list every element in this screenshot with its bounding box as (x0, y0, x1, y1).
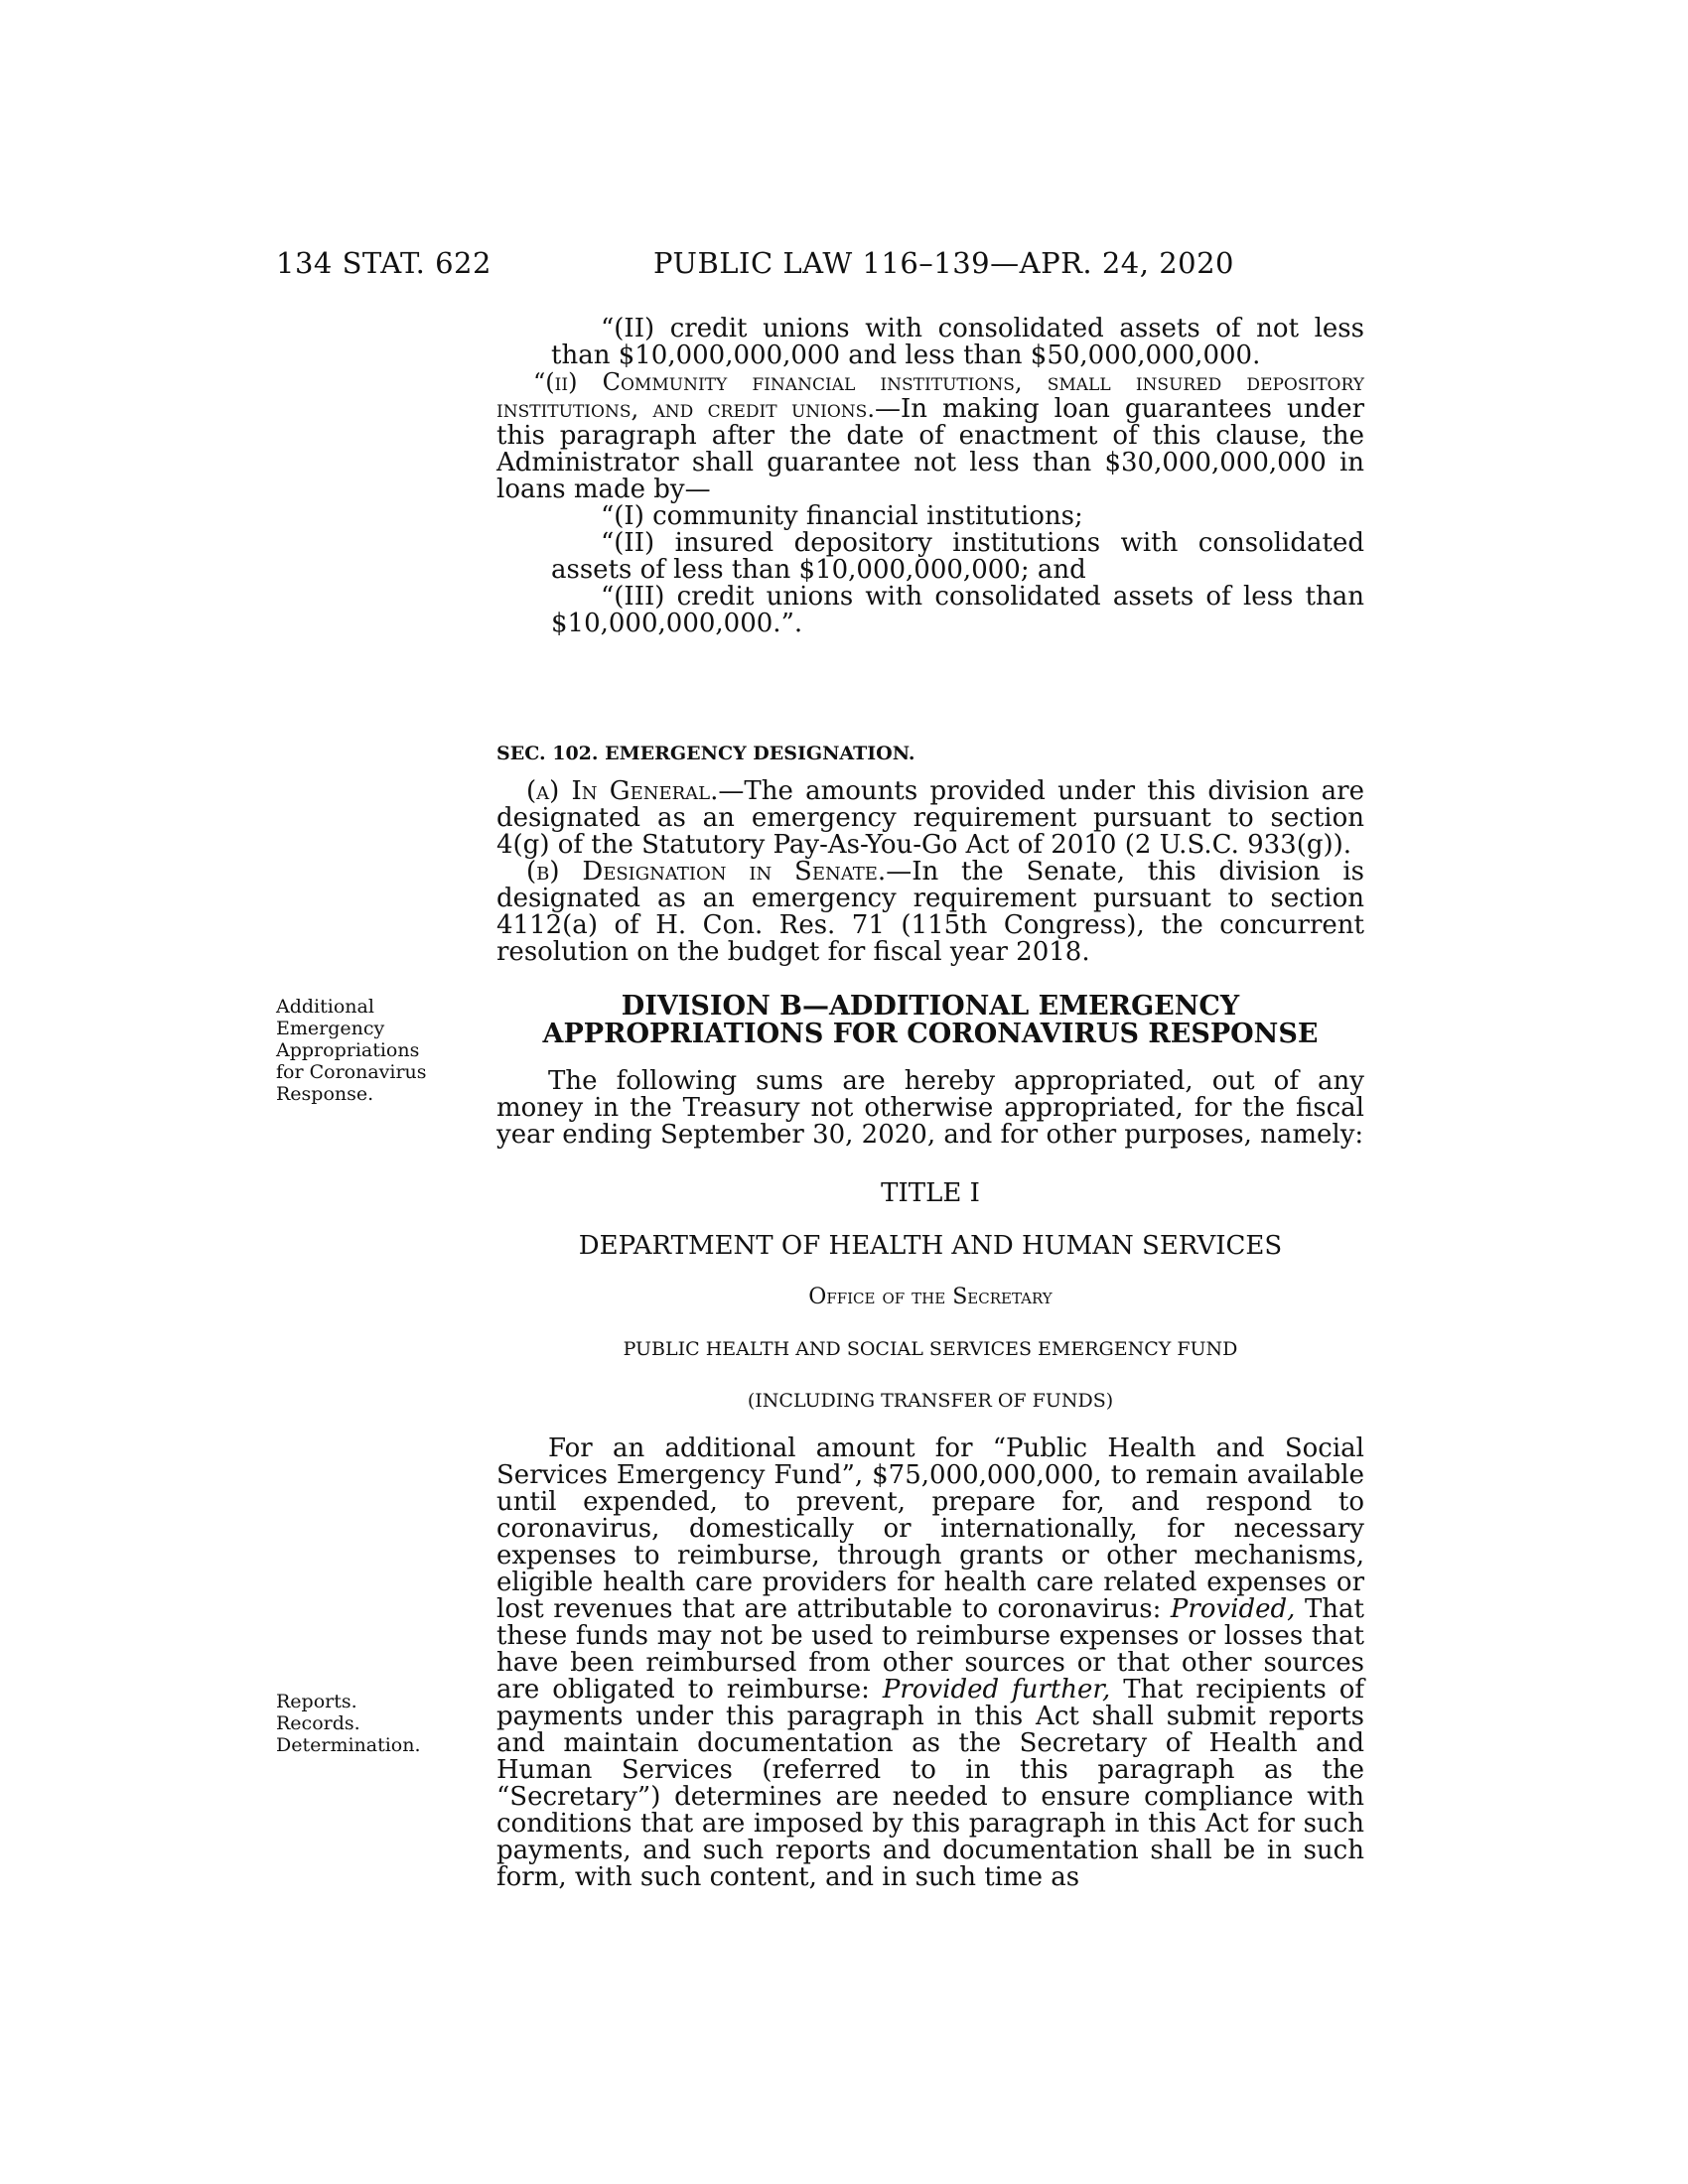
subsection-b-text: —In the Senate, this division is designated as an emergency requirement pursuant to section 4112(a) of H. Con. Res. 71 (115th Congress), the concurrent resolution on the budget for fiscal year 2018. (496, 857, 1364, 967)
subsection-b-heading: (b) Designation in Senate. (526, 857, 887, 887)
subsection-a (496, 778, 1364, 859)
department-heading: DEPARTMENT OF HEALTH AND HUMAN SERVICES (578, 1231, 1283, 1261)
division-intro: The following sums are hereby appropriated, out of any money in the Treasury not otherwise appropriated, for the fiscal year ending September 30, 2020, and for other purposes, namely: (496, 1066, 1364, 1150)
division-title-line-2: APPROPRIATIONS FOR CORONAVIRUS RESPONSE (542, 1019, 1319, 1049)
appropriation-text (496, 1435, 1364, 1891)
appropriation-paragraph (496, 1435, 1364, 1891)
subsection-a-heading: (a) In General. (526, 776, 719, 806)
fund-heading: PUBLIC HEALTH AND SOCIAL SERVICES EMERGENCY FUND (623, 1338, 1238, 1360)
section-102 (496, 743, 1364, 966)
sidenote-line: Reports. (276, 1691, 357, 1712)
office-heading: Office of the Secretary (808, 1285, 1053, 1309)
public-law-citation: PUBLIC LAW 116–139—APR. 24, 2020 (653, 246, 1234, 280)
sidenote-line: Appropriations (276, 1039, 420, 1061)
division-title-line-1: DIVISION B—ADDITIONAL EMERGENCY (621, 991, 1240, 1022)
sidenote-line: Determination. (276, 1734, 421, 1756)
title-heading: TITLE I (881, 1178, 980, 1208)
text-part-1: For an additional amount for “Public Health and Social Services Emergency Fund”, $75,000,000,000, to remain available until expended, to prevent, prepare for, and respond to coronavirus, domestically or internationally, for necessary expenses to reimburse, through grants or other mechanisms, eligible health care providers for health care related expenses or lost revenues that are attributable to coronavirus: (496, 1433, 1364, 1624)
sidenote-line: Additional (276, 996, 374, 1018)
subsection-b (496, 859, 1364, 966)
sidenote-line: Emergency (276, 1018, 385, 1039)
subclause-i: “(I) community financial institutions; (601, 501, 1083, 531)
clause-credit-unions-large: “(II) credit unions with consolidated assets of not less than $10,000,000,000 and less than $50,000,000,000. (551, 314, 1364, 370)
subclause-ii: “(II) insured depository institutions with consolidated assets of less than $10,000,000,000; and (551, 528, 1364, 585)
page-header (276, 246, 1368, 286)
section-heading: SEC. 102. EMERGENCY DESIGNATION. (496, 743, 915, 764)
sidenote-division-b (276, 996, 455, 1105)
clause-ii-heading: “(ii) Community financial institutions, small insured depository institutions, and credit unions. (496, 368, 1364, 423)
statute-page-number: 134 STAT. 622 (276, 246, 492, 280)
subclause-iii: “(III) credit unions with consolidated assets of less than $10,000,000,000.”. (551, 582, 1364, 638)
sidenote-line: Response. (276, 1083, 374, 1105)
division-b (496, 993, 1364, 1149)
text-part-3: That recipients of payments under this paragraph in this Act shall submit reports and maintain documentation as the Secretary of Health and Human Services (referred to in this paragraph as the “Secretary”) determines are needed to ensure compliance with conditions that are imposed by this paragraph in this Act for such payments, and such reports and documentation shall be in such form, with such content, and in such time as (496, 1675, 1365, 1892)
sidenote-line: for Coronavirus (276, 1061, 427, 1083)
clause-ii-text: —In making loan guarantees under this paragraph after the date of enactment of this clause, the Administrator shall guarantee not less than $30,000,000,000 in loans made by— (496, 394, 1365, 504)
proviso-provided: Provided, (1170, 1594, 1296, 1624)
text-part-2: That these funds may not be used to reimburse expenses or losses that have been reimbursed from other sources or that other sources are obligated to reimburse: (496, 1594, 1364, 1705)
sidenote-line: Records. (276, 1712, 360, 1734)
sidenote-reports (276, 1691, 455, 1756)
proviso-provided-further: Provided further, (882, 1675, 1111, 1705)
subsection-a-text: —The amounts provided under this division are designated as an emergency requirement pursuant to section 4(g) of the Statutory Pay-As-You-Go Act of 2010 (2 U.S.C. 933(g)). (496, 776, 1364, 860)
continuation-block (496, 316, 1364, 637)
transfer-note: (INCLUDING TRANSFER OF FUNDS) (747, 1390, 1114, 1412)
clause-ii (496, 369, 1364, 503)
